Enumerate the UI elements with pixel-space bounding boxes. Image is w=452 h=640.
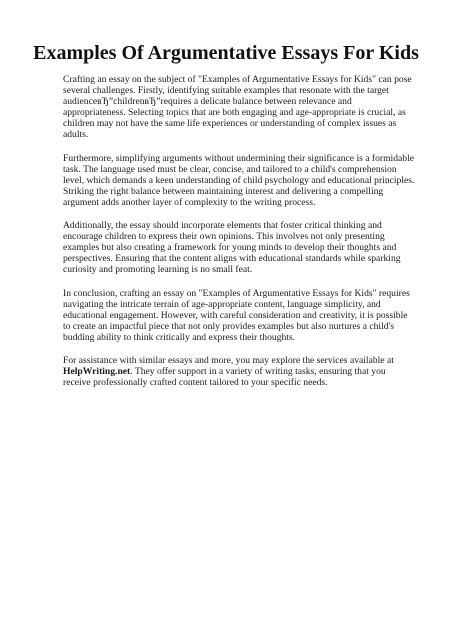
paragraph-conclusion: In conclusion, crafting an essay on "Examples of Argumentative Essays for Kids" requires navigating the intricate terrain of age-appropriate content, language simplicity, and educational engagement. However, with careful consideration and creativity, it is possible to create an impactful piece that not only provides examples but also nurtures a child's budding ability to think critically and express their thoughts. (63, 287, 410, 343)
closing-intro-text: For assistance with similar essays and more, you may explore the services available at (63, 354, 394, 366)
paragraph-intro: Crafting an essay on the subject of "Examples of Argumentative Essays for Kids" can pose several challenges. Firstly, identifying suitable examples that resonate with the target audienceвЂ”childrenвЂ”requires a delicate balance between relevance and appropriateness. Selecting topics that are both engaging and age-appropriate is crucial, as children may not have the same life experiences or understanding of complex issues as adults. (63, 74, 412, 141)
paragraph-simplifying-arguments: Furthermore, simplifying arguments without undermining their significance is a formidable task. The language used must be clear, concise, and tailored to a child's comprehension level, which demands a keen understanding of child psychology and educational principles. Striking the right balance between maintaining interest and delivering a compelling argument adds another layer of complexity to the writing process. (63, 152, 415, 208)
document-body (63, 74, 415, 400)
paragraph-closing (63, 355, 415, 388)
document-title: Examples Of Argumentative Essays For Kids (33, 42, 419, 64)
helpwriting-link[interactable]: HelpWriting.net (63, 366, 131, 378)
closing-rest-text: . They offer support in a variety of writing tasks, ensuring that you receive professionally crafted content tailored to your specific needs. (63, 366, 386, 389)
paragraph-critical-thinking: Additionally, the essay should incorporate elements that foster critical thinking and encourage children to express their own opinions. This involves not only presenting examples but also creating a framework for young minds to develop their thoughts and perspectives. Ensuring that the content aligns with educational standards while sparking curiosity and promoting learning is no small feat. (63, 220, 401, 276)
